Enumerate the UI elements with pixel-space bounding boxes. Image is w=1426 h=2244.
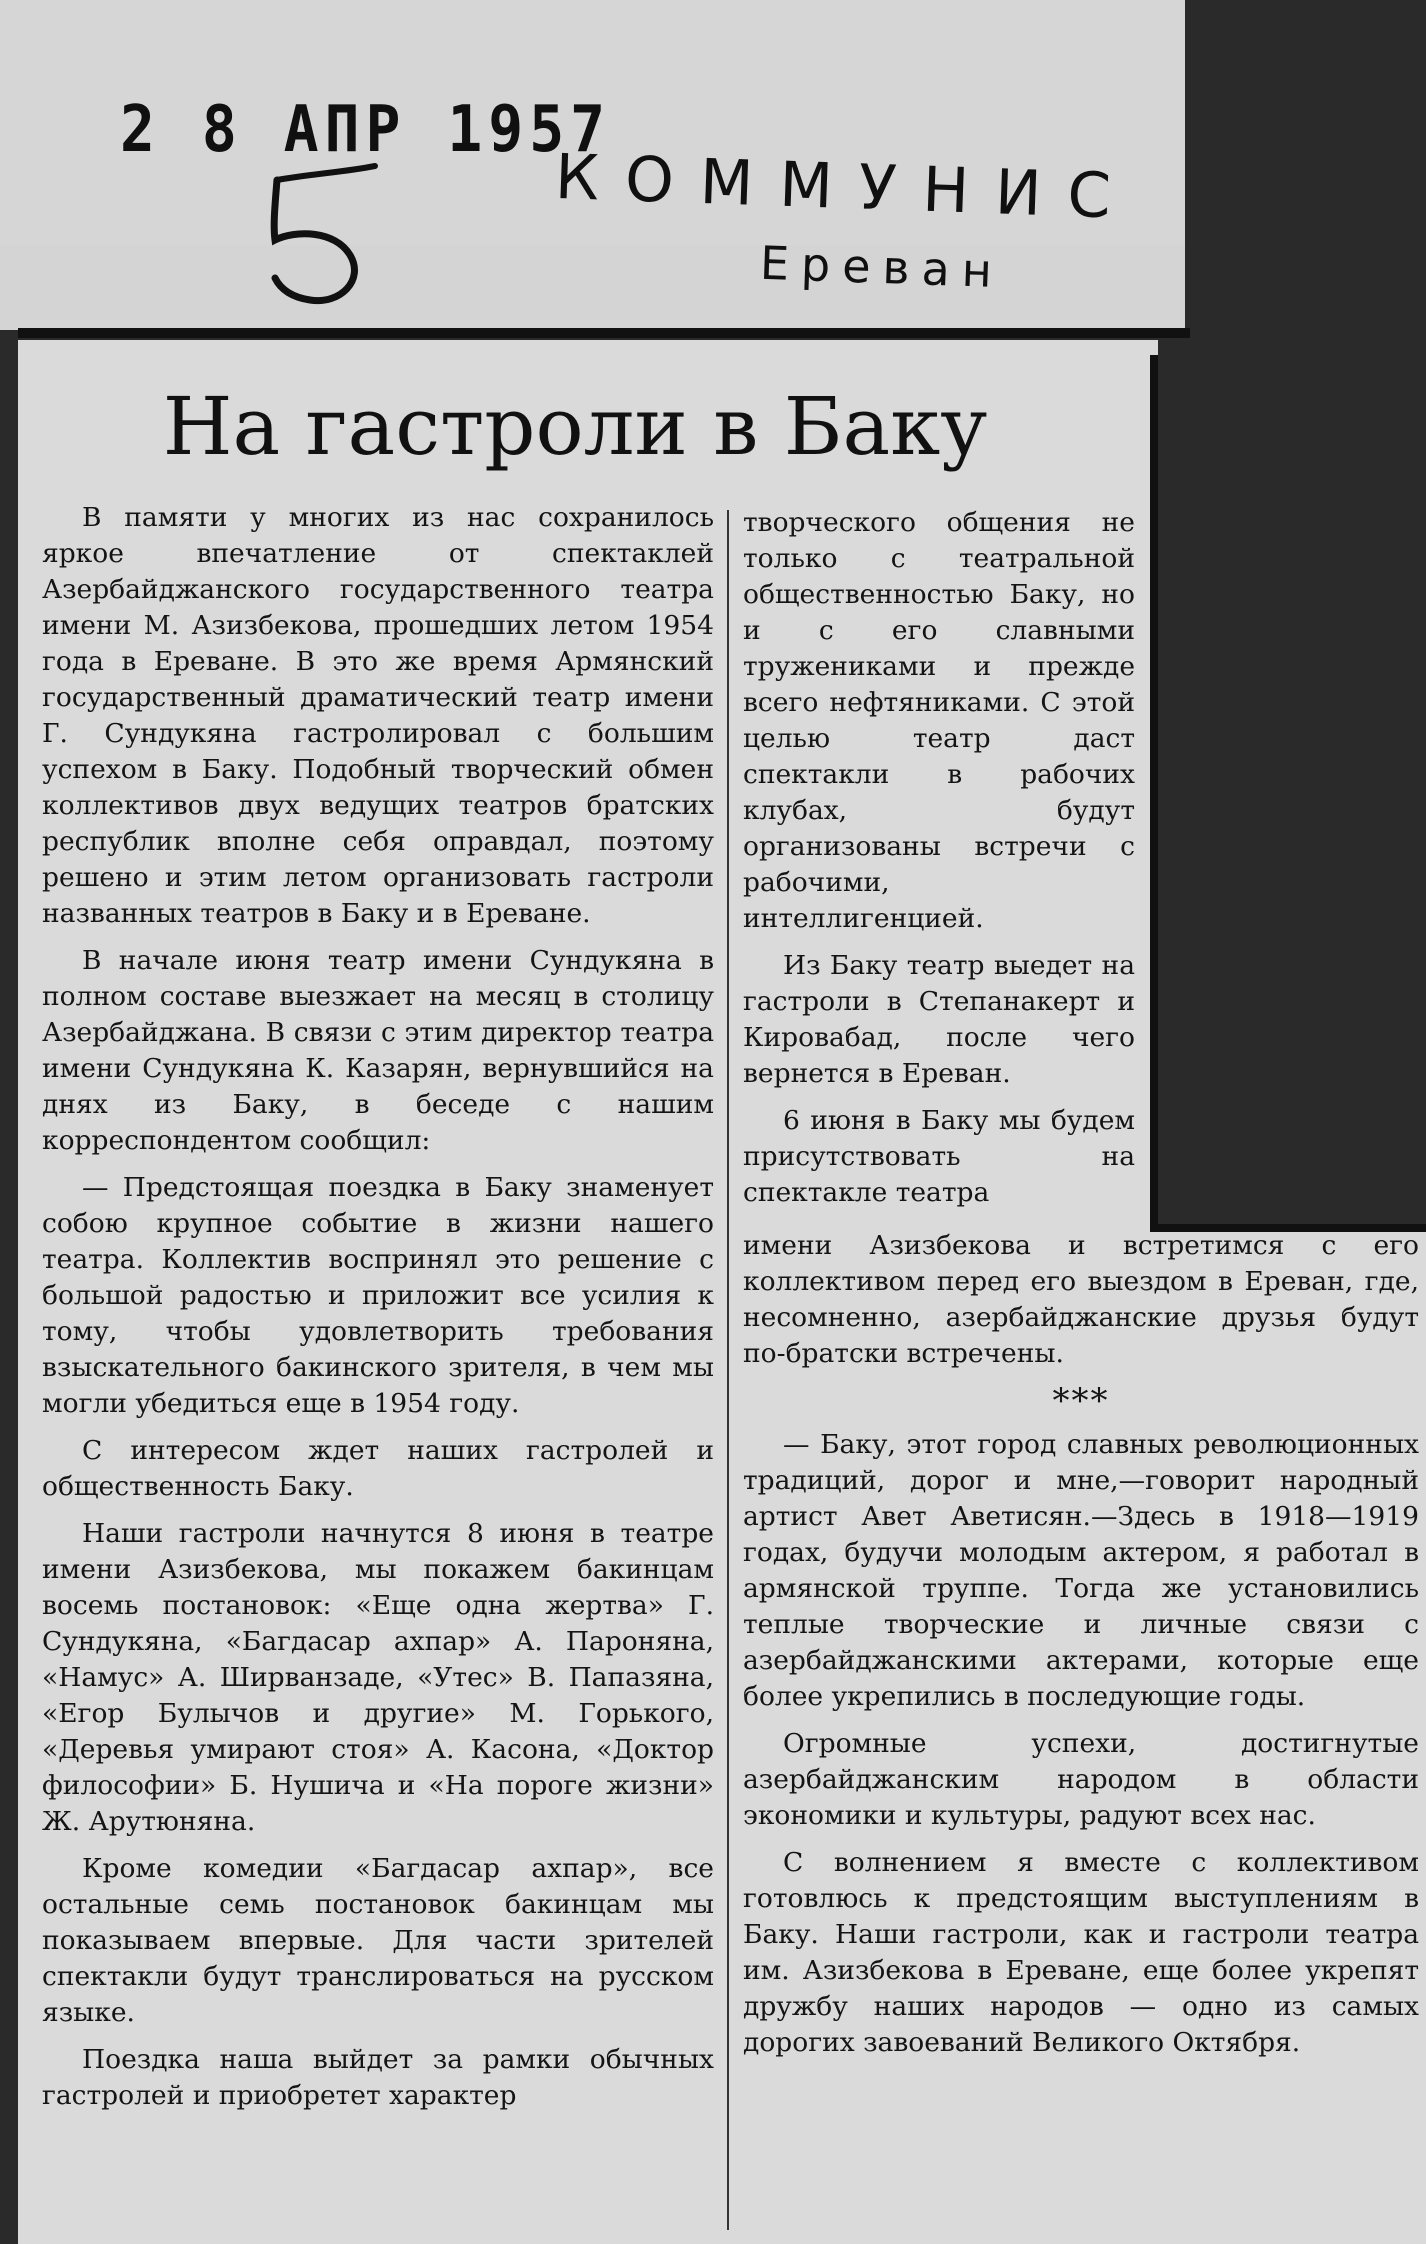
paragraph: Поездка наша выйдет за рамки обычных гастролей и приобретет характер <box>42 2044 714 2111</box>
paragraph: — Баку, этот город славных революционных традиций, дорог и мне,—говорит народный артист Авет Аветисян.—Здесь в 1918—1919 годах, будучи молодым актером, я работал в армянской труппе. Тогда же установились теплые творческие и личные связи с азербайджанскими актерами, которые еще более укрепились в последующие годы. <box>743 1429 1419 1712</box>
article-left-column <box>42 500 714 2125</box>
newspaper-city-stamp: Ереван <box>759 235 1005 299</box>
paragraph: имени Азизбекова и встретимся с его коллективом перед его выездом в Ереван, где, несомненно, азербайджанские друзья будут по-братски встречены. <box>743 1230 1419 1369</box>
right-border-rule <box>1150 355 1158 1230</box>
paragraph: С интересом ждет наших гастролей и общественность Баку. <box>42 1435 714 1502</box>
newspaper-name-stamp: КОММУНИС <box>553 139 1138 234</box>
paragraph: 6 июня в Баку мы будем присутствовать на спектакле театра <box>743 1105 1135 1208</box>
article-headline: На гастроли в Баку <box>162 380 988 473</box>
paragraph: — Предстоящая поездка в Баку знаменует собою крупное событие в жизни нашего театра. Коллектив воспринял это решение с большой радостью и приложит все усилия к тому, чтобы удовлетворить требования взыскательного бакинского зрителя, в чем мы могли убедиться еще в 1954 году. <box>42 1172 714 1419</box>
paragraph: Наши гастроли начнутся 8 июня в театре имени Азизбекова, мы покажем бакинцам восемь постановок: «Еще одна жертва» Г. Сундукяна, «Багдасар ахпар» А. Пароняна, «Намус» А. Ширванзаде, «Утес» В. Папазяна, «Егор Булычов и другие» М. Горького, «Деревья умирают стоя» А. Касона, «Доктор философии» Б. Нушича и «На пороге жизни» Ж. Арутюняна. <box>42 1518 714 1837</box>
date-stamp: 2 8 АПР 1957 <box>120 91 612 167</box>
section-ornament: *** <box>1052 1381 1110 1421</box>
paragraph: Огромные успехи, достигнутые азербайджанским народом в области экономики и культуры, радуют всех нас. <box>743 1728 1419 1831</box>
handwritten-number-mark <box>255 160 385 310</box>
article-right-column-lower <box>743 1228 1419 2072</box>
column-divider <box>727 510 729 2230</box>
header-rule <box>18 328 1190 338</box>
paragraph: В памяти у многих из нас сохранилось яркое впечатление от спектаклей Азербайджанского государственного театра имени М. Азизбекова, прошедших летом 1954 года в Ереване. В это же время Армянский государственный драматический театр имени Г. Сундукяна гастролировал с большим успехом в Баку. Подобный творческий обмен коллективов двух ведущих театров братских республик вполне себя оправдал, поэтому решено и этим летом организовать гастроли названных театров в Баку и в Ереване. <box>42 502 714 929</box>
paragraph: Кроме комедии «Багдасар ахпар», все остальные семь постановок бакинцам мы показываем впервые. Для части зрителей спектакли будут транслироваться на русском языке. <box>42 1853 714 2028</box>
article-right-column-upper <box>743 505 1135 1222</box>
paragraph: Из Баку театр выедет на гастроли в Степанакерт и Кировабад, после чего вернется в Ереван. <box>743 950 1135 1089</box>
paragraph: С волнением я вместе с коллективом готовлюсь к предстоящим выступлениям в Баку. Наши гастроли, как и гастроли театра им. Азизбекова в Ереване, еще более укрепят дружбу наших народов — одно из самых дорогих завоеваний Великого Октября. <box>743 1847 1419 2058</box>
paragraph: творческого общения не только с театральной общественностью Баку, но и с его славными тружениками и прежде всего нефтяниками. С этой целью театр даст спектакли в рабочих клубах, будут организованы встречи с рабочими, интеллигенцией. <box>743 507 1135 934</box>
paragraph: В начале июня театр имени Сундукяна в полном составе выезжает на месяц в столицу Азербайджана. В связи с этим директор театра имени Сундукяна К. Казарян, вернувшийся на днях из Баку, в беседе с нашим корреспондентом сообщил: <box>42 945 714 1156</box>
